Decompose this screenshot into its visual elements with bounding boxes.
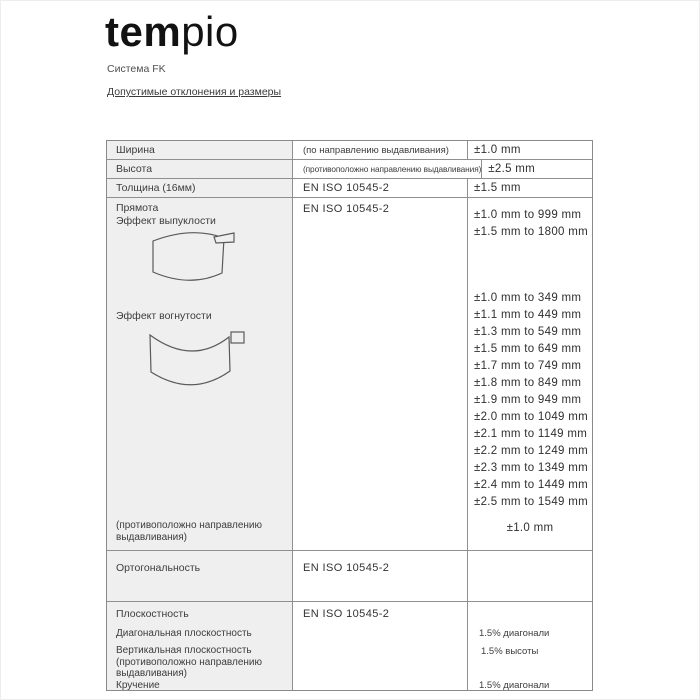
convexity-value: ±1.5 mm to 1800 mm [474, 226, 588, 238]
diagonal-flatness-value: 1.5% диагонали [479, 628, 550, 639]
row-method: EN ISO 10545-2 [303, 562, 390, 574]
convexity-value: ±1.0 mm to 999 mm [474, 209, 582, 221]
range-value: ±1.1 mm to 449 mm [474, 309, 582, 321]
diagonal-flatness-label: Диагональная плоскостность [116, 628, 252, 639]
range-value: ±1.8 mm to 849 mm [474, 377, 582, 389]
row-label: Высота [116, 163, 153, 175]
tolerances-link[interactable]: Допустимые отклонения и размеры [107, 86, 282, 98]
range-value: ±2.0 mm to 1049 mm [474, 411, 588, 423]
row-method: EN ISO 10545-2 [303, 182, 390, 194]
logo-bold-part: tem [105, 8, 182, 55]
convexity-values [474, 207, 588, 241]
row-label: Толщина (16мм) [116, 182, 196, 194]
range-value: ±2.1 mm to 1149 mm [474, 428, 588, 440]
range-value: ±1.5 mm to 649 mm [474, 343, 582, 355]
row-label: Ширина [116, 144, 155, 156]
row-method: (противоположно направлению выдавливания) [303, 164, 482, 174]
tempio-logo [105, 8, 239, 55]
concavity-label: Эффект вогнутости [116, 310, 212, 322]
table-row-flatness [107, 602, 592, 690]
concavity-range-values [474, 290, 588, 511]
flatness-method: EN ISO 10545-2 [303, 608, 390, 620]
convexity-diagram [152, 228, 244, 290]
range-value: ±2.2 mm to 1249 mm [474, 445, 588, 457]
row-value: ±2.5 mm [488, 163, 536, 175]
range-value: ±2.3 mm to 1349 mm [474, 462, 588, 474]
range-value: ±1.0 mm to 349 mm [474, 292, 582, 304]
torsion-label: Кручение [116, 680, 160, 691]
table-row-thickness [107, 179, 592, 198]
straightness-title: Прямота [116, 202, 159, 214]
row-label: Ортогональность [116, 562, 201, 574]
straightness-method: EN ISO 10545-2 [303, 203, 390, 215]
row-value: ±1.0 mm [474, 144, 521, 156]
logo-light-part: pio [181, 8, 239, 55]
table-row-height [107, 160, 592, 179]
table-row-orthogonality [107, 551, 592, 602]
flatness-title: Плоскостность [116, 608, 189, 620]
table-row-straightness [107, 198, 592, 551]
range-value: ±2.5 mm to 1549 mm [474, 496, 588, 508]
opposite-direction-value: ±1.0 mm [506, 522, 554, 534]
range-value: ±1.3 mm to 549 mm [474, 326, 582, 338]
system-label: Система FK [107, 63, 166, 75]
convexity-label: Эффект выпуклости [116, 215, 216, 227]
row-method: (по направлению выдавливания) [303, 144, 449, 156]
vertical-flatness-label: Вертикальная плоскостность (противоположно направлению выдавливания) [116, 645, 262, 679]
concavity-diagram [147, 330, 247, 394]
row-value: ±1.5 mm [474, 182, 521, 194]
vertical-flatness-value: 1.5% высоты [481, 646, 539, 657]
opposite-direction-label: (противоположно направлению выдавливания) [116, 520, 262, 543]
range-value: ±1.7 mm to 749 mm [474, 360, 582, 372]
table-row-width [107, 141, 592, 160]
tolerances-table [106, 140, 593, 691]
range-value: ±1.9 mm to 949 mm [474, 394, 582, 406]
range-value: ±2.4 mm to 1449 mm [474, 479, 588, 491]
torsion-value: 1.5% диагонали [479, 680, 550, 691]
